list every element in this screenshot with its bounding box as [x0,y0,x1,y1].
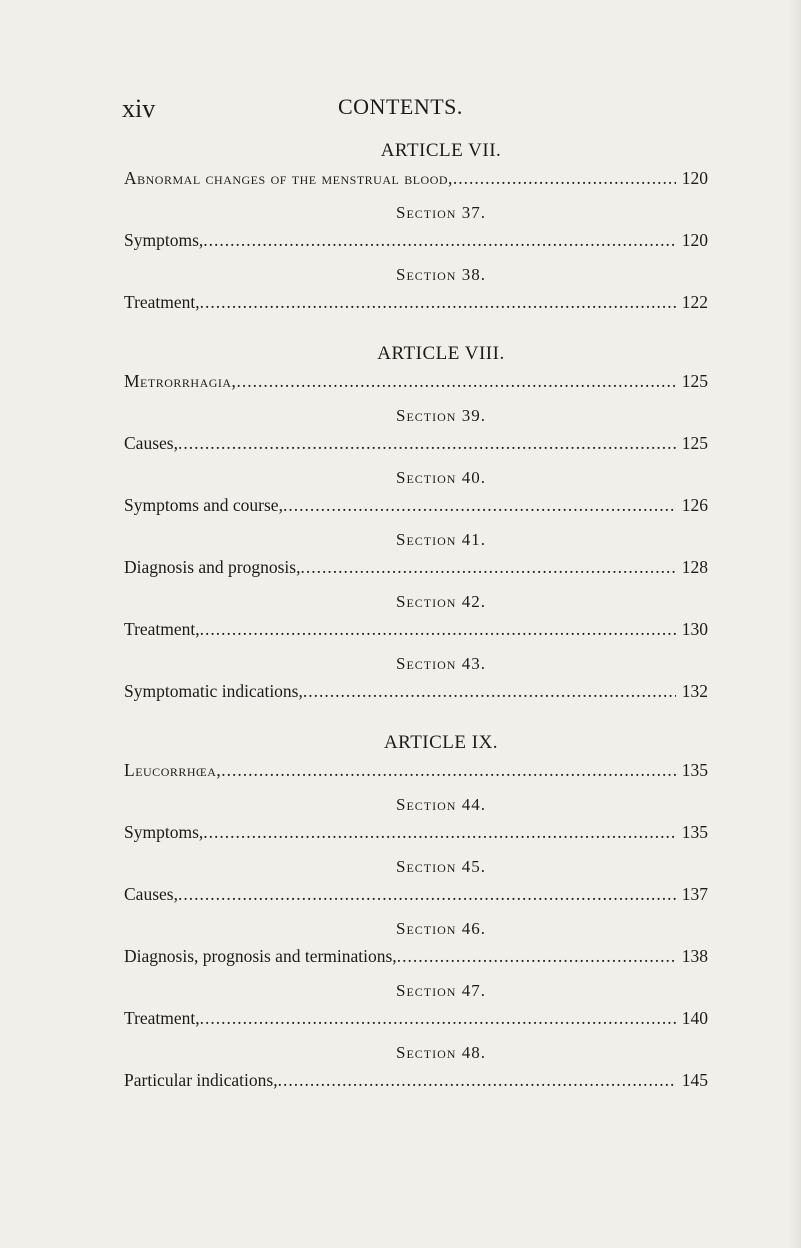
running-title: CONTENTS. [338,94,463,119]
toc-entry-page: 120 [681,230,708,250]
toc-entry [124,1070,708,1091]
toc-entry-label: Causes, [124,433,178,453]
toc-entry [124,371,708,392]
toc-entry [124,884,708,905]
toc-entry-page: 137 [681,884,708,904]
toc-entry-label: Abnormal changes of the menstrual blood, [124,168,453,188]
dot-leader [200,292,676,313]
toc-entry-page: 128 [681,557,708,577]
toc-entry-page: 140 [681,1008,708,1028]
toc-entry-label: Treatment, [124,619,200,639]
toc-entry [124,946,708,967]
toc-entry-label: Symptoms, [124,822,204,842]
dot-leader [283,495,676,516]
toc-entry-page: 135 [681,760,708,780]
section-heading: Section 38. [396,265,486,284]
toc-entry-page: 135 [681,822,708,842]
dot-leader [397,946,676,967]
section-heading: Section 41. [396,530,486,549]
dot-leader [303,681,676,702]
toc-entry [124,557,708,578]
dot-leader [221,760,676,781]
toc-entry-label: Diagnosis and prognosis, [124,557,301,577]
toc-entry [124,168,708,189]
dot-leader [300,557,675,578]
toc-entry [124,822,708,843]
section-heading: Section 39. [396,406,486,425]
toc-entry-page: 125 [681,371,708,391]
toc-entry-label: Treatment, [124,292,200,312]
toc-entry [124,619,708,640]
page-number: xiv [122,94,156,123]
toc-entry [124,292,708,313]
section-heading: Section 37. [396,203,486,222]
section-heading: Section 44. [396,795,486,814]
toc-entry-page: 122 [681,292,708,312]
toc-entry [124,495,708,516]
dot-leader [200,1008,676,1029]
article-heading: ARTICLE VII. [380,140,502,161]
dot-leader [236,371,675,392]
toc-entry-label: Symptomatic indications, [124,681,303,701]
toc-entry-page: 132 [681,681,708,701]
dot-leader [453,168,676,189]
toc-entry-page: 126 [681,495,708,515]
toc-entry-label: Symptoms and course, [124,495,283,515]
section-heading: Section 45. [396,857,486,876]
dot-leader [278,1070,676,1091]
toc-entry-label: Causes, [124,884,178,904]
toc-entry-label: Diagnosis, prognosis and terminations, [124,946,397,966]
toc-entry-page: 130 [681,619,708,639]
toc-entry-label: Leucorrhœa, [124,760,222,780]
dot-leader [178,433,676,454]
toc-entry-label: Treatment, [124,1008,200,1028]
section-heading: Section 42. [396,592,486,611]
toc-entry [124,230,708,251]
section-heading: Section 40. [396,468,486,487]
dot-leader [178,884,676,905]
toc-entry [124,760,708,781]
running-head [122,94,682,124]
toc-entry [124,433,708,454]
toc-entry-page: 145 [681,1070,708,1090]
section-heading: Section 47. [396,981,486,1000]
dot-leader [203,230,675,251]
article-heading: ARTICLE IX. [383,732,499,753]
section-heading: Section 46. [396,919,486,938]
toc-entry-label: Symptoms, [124,230,204,250]
toc-entry-label: Metrorrhagia, [124,371,237,391]
toc-entry [124,681,708,702]
page-edge-shadow [787,0,801,1248]
table-of-contents [124,140,708,1091]
section-heading: Section 43. [396,654,486,673]
article-heading: ARTICLE VIII. [377,343,505,364]
dot-leader [200,619,676,640]
toc-entry-page: 120 [681,168,708,188]
dot-leader [203,822,675,843]
toc-entry-page: 138 [681,946,708,966]
toc-entry-page: 125 [681,433,708,453]
toc-entry-label: Particular indications, [124,1070,278,1090]
section-heading: Section 48. [396,1043,486,1062]
toc-entry [124,1008,708,1029]
